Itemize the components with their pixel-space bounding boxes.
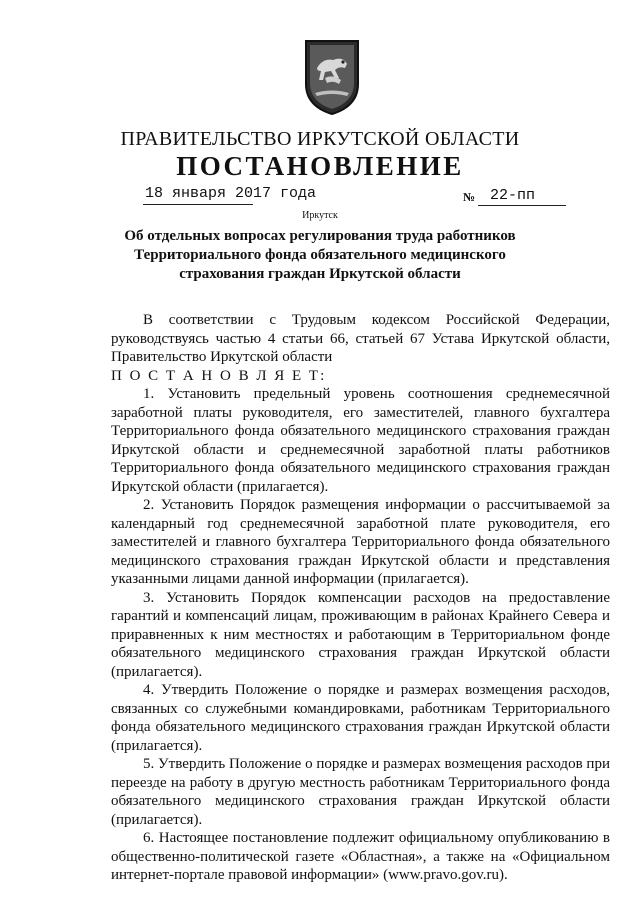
- item-paragraph-4: 4. Утвердить Положение о порядке и размерах возмещения расходов, связанных со служебными командировками, работникам Территориального фонда обязательного медицинского страхования граждан Иркутской области (прилагается).: [111, 682, 610, 754]
- document-type-heading: ПОСТАНОВЛЕНИЕ: [176, 151, 464, 181]
- item-paragraph-3: 3. Установить Порядок компенсации расходов на предоставление гарантий и компенсаций лицам, проживающим в районах Крайнего Севера и приравненных к ним местностях и работающим в Территориальном фонде обязательного медицинского страхования граждан Иркутской области (прилагается).: [111, 589, 610, 680]
- preamble-paragraph: В соответствии с Трудовым кодексом Российской Федерации, руководствуясь частью 4 статьи 66, статьей 67 Устава Иркутской области, Правительство Иркутской области: [111, 312, 610, 365]
- number-sign: №: [463, 190, 476, 204]
- document-body: [111, 311, 610, 885]
- item-paragraph-5: 5. Утвердить Положение о порядке и размерах возмещения расходов при переезде на работу в другую местность работникам Территориального фонда обязательного медицинского страхования граждан Иркутской области (прилагается).: [111, 756, 610, 828]
- irkutsk-coat-of-arms-icon: [303, 38, 361, 116]
- item-paragraph-6: 6. Настоящее постановление подлежит официальному опубликованию в общественно-политической газете «Областная», а также на «Официальном интернет-портале правовой информации» (www.pravo.gov.ru).: [111, 830, 610, 883]
- document-subject: Об отдельных вопросах регулирования труда работников Территориального фонда обязательного медицинского страхования граждан Иркутской области: [124, 228, 516, 282]
- document-date: 18 января 2017 года: [145, 185, 317, 202]
- issue-city: Иркутск: [302, 210, 338, 221]
- government-title: ПРАВИТЕЛЬСТВО ИРКУТСКОЙ ОБЛАСТИ: [120, 128, 520, 150]
- item-paragraph-2: 2. Установить Порядок размещения информации о рассчитываемой за календарный год среднемесячной заработной плате руководителя, его заместителей и главного бухгалтера Территориального фонда обязательного медицинского страхования граждан Иркутской области и представления указанными лицами данной информации (прилагается).: [111, 497, 610, 587]
- number-underline: [478, 205, 566, 206]
- item-paragraph-1: 1. Установить предельный уровень соотношения среднемесячной заработной платы руководителя, его заместителей, главного бухгалтера Территориального фонда обязательного медицинского страхования граждан Иркутской области и среднемесячной заработной платы работников Территориального фонда обязательного медицинского страхования граждан Иркутской области (прилагается).: [111, 386, 610, 495]
- date-underline: [143, 204, 253, 205]
- resolve-word: П О С Т А Н О В Л Я Е Т:: [111, 367, 327, 384]
- document-number: 22-пп: [490, 187, 536, 204]
